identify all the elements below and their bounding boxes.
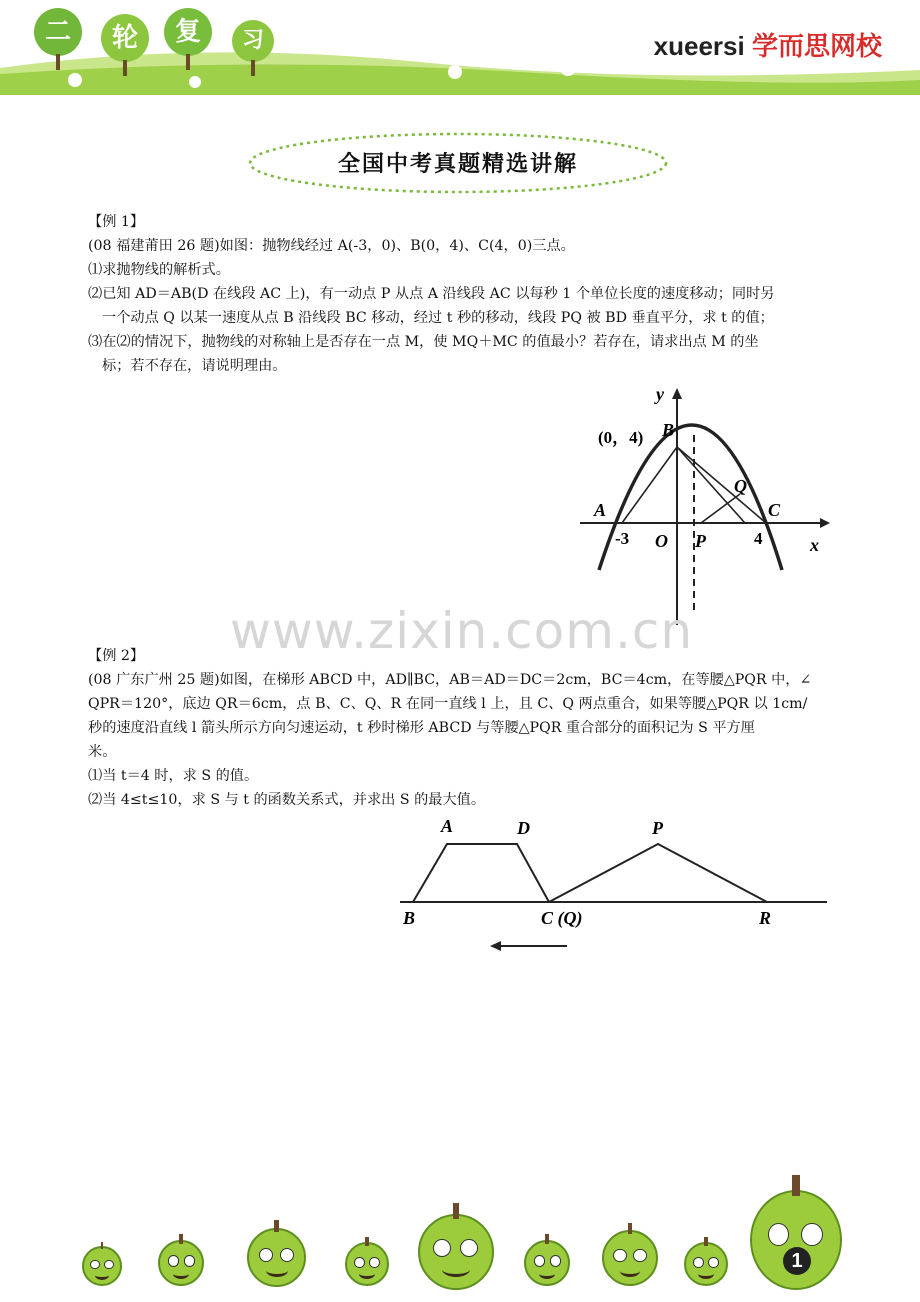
badge-3: 复 — [164, 8, 212, 56]
apple-face-icon — [345, 1242, 389, 1286]
example-intro-3: 秒的速度沿直线 l 箭头所示方向匀速运动，t 秒时梯形 ABCD 与等腰△PQR 重合部分的面积记为 S 平方厘 — [88, 720, 755, 736]
x-axis-arrow-icon — [820, 518, 830, 528]
example-intro-2: QPR＝120°，底边 QR＝6cm，点 B、C、Q、R 在同一直线 l 上，且 C、Q 两点重合，如果等腰△PQR 以 1cm/ — [88, 696, 808, 712]
y-axis-label: y — [656, 384, 664, 404]
question-2-cont: 一个动点 Q 以某一速度从点 B 沿线段 BC 移动，经过 t 秒的移动，线段 PQ 被 BD 垂直平分，求 t 的值； — [102, 310, 774, 326]
page-title: 全国中考真题精选讲解 — [337, 151, 578, 177]
example-1 — [88, 210, 834, 378]
badge-1: 二 — [34, 8, 82, 56]
label-p: P — [695, 531, 706, 551]
label-b: B — [403, 908, 416, 928]
tick-4: 4 — [754, 529, 763, 548]
tree-stem-icon — [186, 54, 190, 70]
apple-face-icon — [247, 1228, 306, 1287]
apple-face-icon — [602, 1230, 658, 1286]
parabola-figure — [570, 380, 840, 630]
apple-face-icon — [684, 1242, 728, 1286]
triangle-pqr — [549, 844, 767, 902]
badge-2: 轮 — [101, 14, 149, 62]
apple-face-icon — [158, 1240, 204, 1286]
brand-cn: 学而思网校 — [751, 31, 882, 61]
label-a: A — [441, 816, 454, 836]
page-number: 1 — [783, 1247, 811, 1275]
label-cq: C (Q) — [541, 908, 583, 928]
example-intro: (08 福建莆田 26 题)如图：抛物线经过 A(-3，0)、B(0，4)、C(4，0)三点。 — [88, 238, 575, 254]
example-2 — [88, 644, 834, 812]
segment-bc — [677, 447, 766, 523]
tree-stem-icon — [56, 54, 60, 70]
tick-neg-3: -3 — [615, 529, 630, 548]
brand-logo — [654, 26, 882, 63]
question-1: ⑴求抛物线的解析式。 — [88, 262, 230, 278]
trapezoid-abcd — [413, 844, 549, 902]
label-d: D — [517, 818, 530, 838]
example-intro-4: 米。 — [88, 744, 117, 760]
apple-face-icon — [82, 1246, 122, 1286]
trapezoid-triangle-figure — [395, 812, 835, 957]
question-2: ⑵当 4≤t≤10，求 S 与 t 的函数关系式，并求出 S 的最大值。 — [88, 792, 486, 808]
apple-face-icon — [750, 1190, 842, 1290]
brand-en: xueersi — [653, 31, 745, 61]
label-b: B — [662, 420, 675, 440]
left-arrow-icon — [490, 941, 501, 951]
page-header — [0, 0, 920, 95]
example-intro: (08 广东广州 25 题)如图，在梯形 ABCD 中，AD∥BC，AB＝AD＝DC＝2cm，BC＝4cm，在等腰△PQR 中，∠ — [88, 672, 812, 688]
x-axis-label: x — [810, 535, 819, 555]
apple-face-icon — [524, 1240, 570, 1286]
label-r: R — [759, 908, 772, 928]
footer-decoration — [0, 1190, 920, 1302]
label-a: A — [594, 500, 607, 520]
badge-4: 习 — [232, 20, 274, 62]
question-1: ⑴当 t＝4 时，求 S 的值。 — [88, 768, 259, 784]
watermark: www.zixin.com.cn — [230, 602, 694, 660]
question-3: ⑶在⑵的情况下，抛物线的对称轴上是否存在一点 M，使 MQ＋MC 的值最小？若存在，请求出点 M 的坐 — [88, 334, 759, 350]
question-2: ⑵已知 AD＝AB(D 在线段 AC 上)，有一动点 P 从点 A 沿线段 AC 以每秒 1 个单位长度的速度移动；同时另 — [88, 286, 775, 302]
apple-face-icon — [418, 1214, 494, 1290]
label-q: Q — [734, 476, 747, 496]
tree-stem-icon — [251, 60, 255, 76]
y-axis-arrow-icon — [672, 388, 682, 399]
example-label: 【例 2】 — [88, 648, 145, 664]
tree-stem-icon — [123, 60, 127, 76]
label-c: C — [768, 500, 781, 520]
question-3-cont: 标；若不存在，请说明理由。 — [102, 358, 287, 374]
point-b-coord: (0，4) — [598, 428, 644, 447]
example-label: 【例 1】 — [88, 214, 145, 230]
label-origin: O — [655, 531, 668, 551]
label-p: P — [652, 818, 663, 838]
segment-pq — [701, 494, 740, 523]
